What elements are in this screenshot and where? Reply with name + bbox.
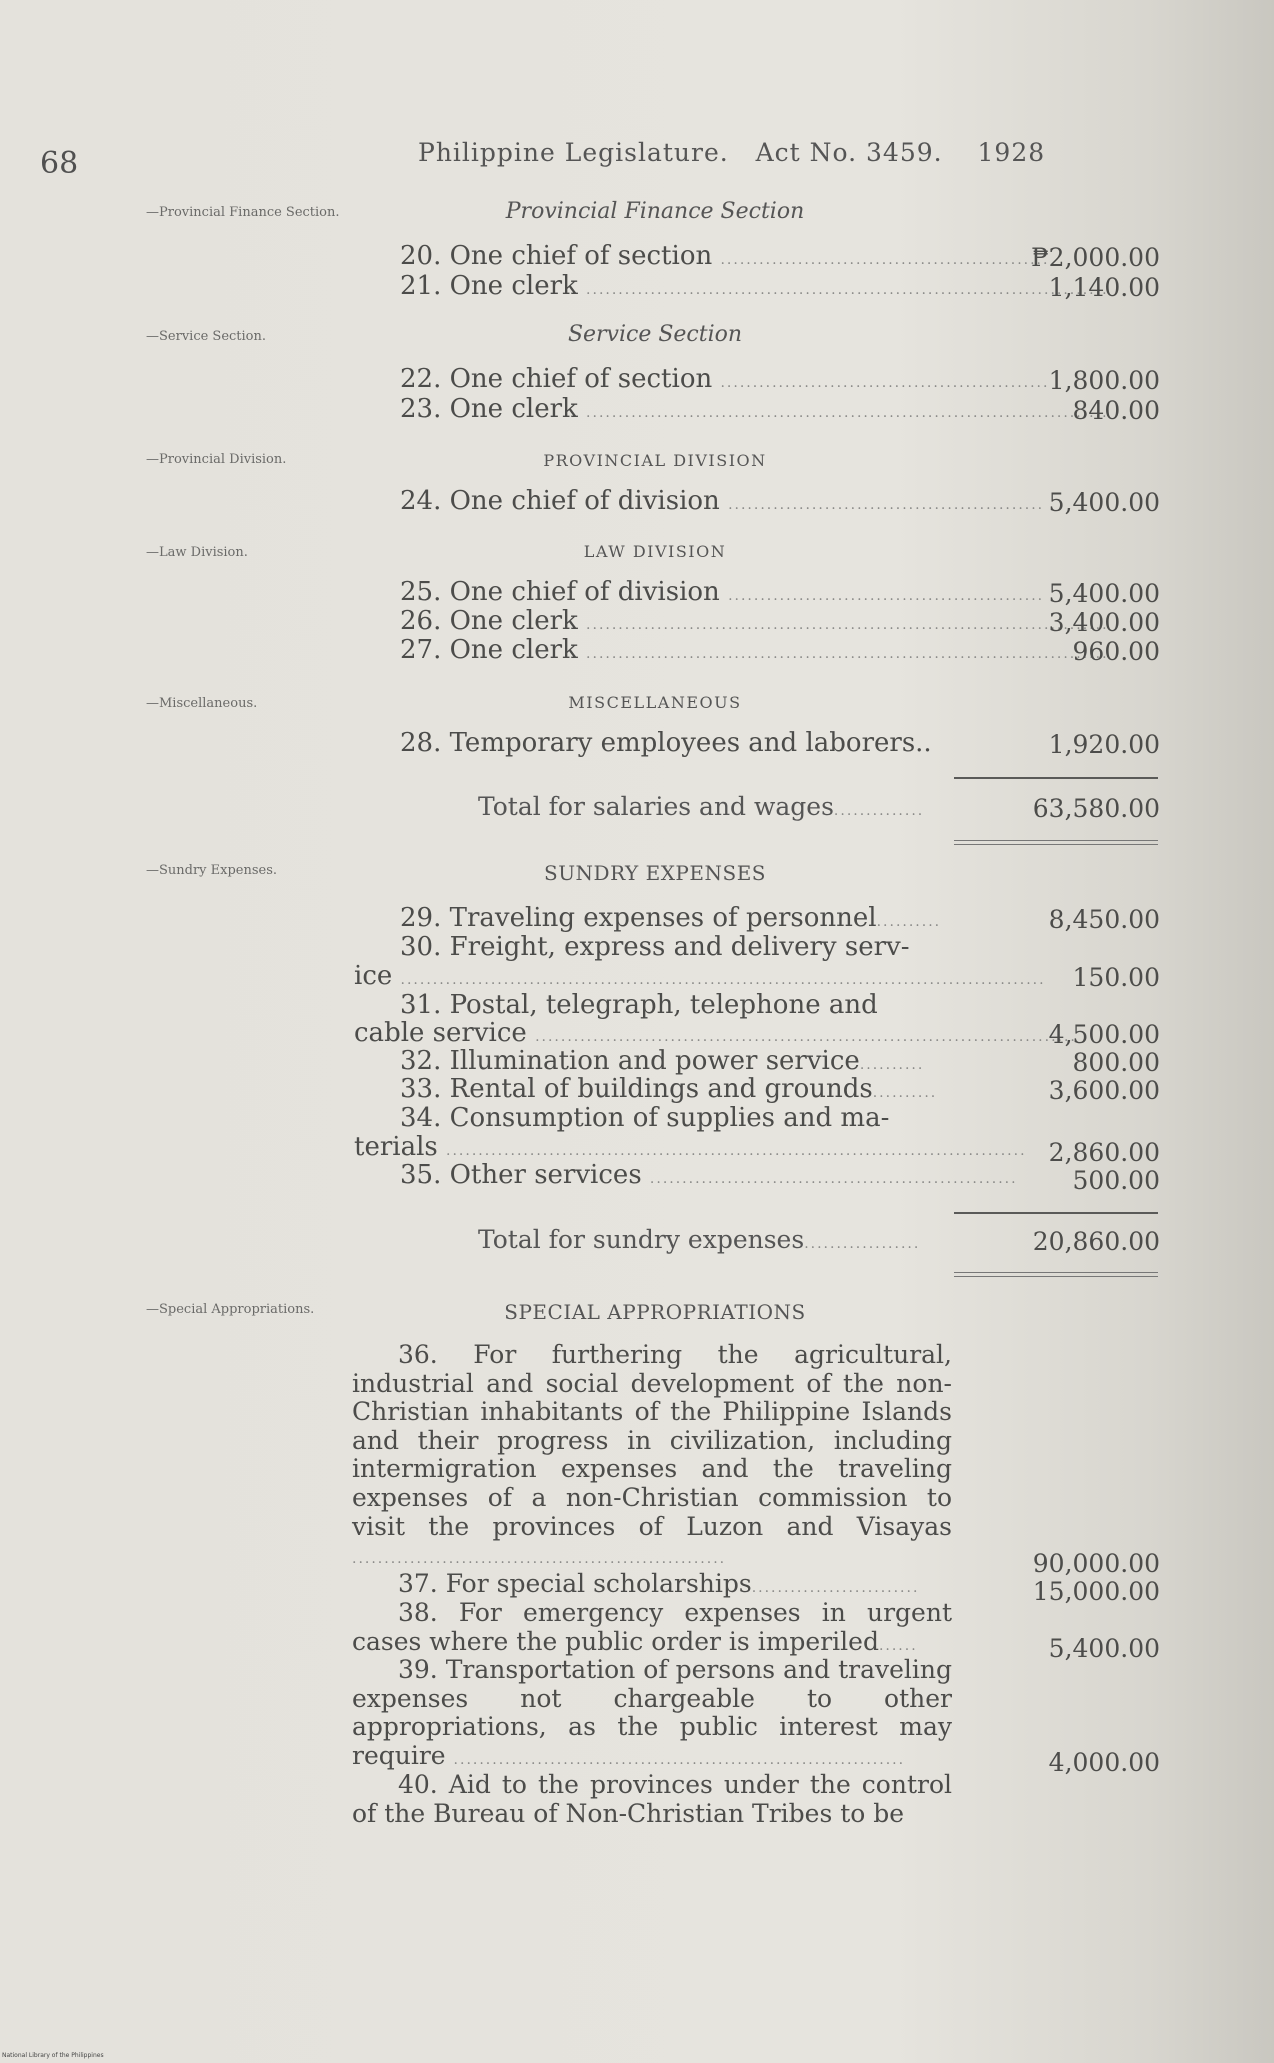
line-item-amount: 800.00 [1072, 1048, 1160, 1077]
paragraph-text: 37. For special scholarships [398, 1569, 752, 1598]
line-item-text: 21. One clerk [400, 271, 578, 301]
paragraph-text: 40. Aid to the provinces under the control of the Bureau of Non-Christian Tribes to be [352, 1770, 952, 1828]
line-item-text: 24. One chief of division [400, 486, 720, 516]
line-item-amount: 3,600.00 [1048, 1076, 1160, 1105]
line-item: 32. Illumination and power service.......... [400, 1046, 925, 1076]
line-item-amount: 15,000.00 [1032, 1577, 1160, 1606]
line-item-text: 32. Illumination and power service [400, 1046, 860, 1076]
line-item-amount: 4,500.00 [1048, 1020, 1160, 1049]
paragraph-36: 36. For furthering the agricultural, industrial and social development of the non-Christian inhabitants of the Philippine Islands and their progress in civilization, including intermigration expenses and the traveling expenses of a non-Christian commission to visit the provinces of Luzon and Visayas .......................................................... [352, 1340, 952, 1568]
line-item-text: ice [354, 961, 393, 991]
total-rule [954, 777, 1158, 779]
line-item-amount: 1,140.00 [1048, 273, 1160, 302]
line-item-text: 29. Traveling expenses of personnel [400, 903, 877, 933]
running-head-title: Philippine Legislature. [418, 138, 729, 167]
line-item-text: 35. Other services [400, 1160, 642, 1190]
total-line: Total for salaries and wages.............. [478, 792, 925, 821]
line-item-amount: 840.00 [1072, 396, 1160, 425]
line-item-amount: 3,400.00 [1048, 608, 1160, 637]
line-item: 30. Freight, express and delivery serv- [400, 932, 910, 962]
line-item-amount: 5,400.00 [1048, 579, 1160, 608]
line-item: 20. One chief of section ................................................... [400, 241, 1050, 271]
line-item: 35. Other services ......................................................... [400, 1160, 1018, 1190]
line-item: 23. One clerk ................................................................................. [400, 394, 1109, 424]
total-line: Total for sundry expenses.................. [478, 1225, 921, 1254]
line-item-amount: 1,800.00 [1048, 366, 1160, 395]
section-heading-provincial-division: PROVINCIAL DIVISION [543, 451, 767, 470]
double-rule [954, 840, 1158, 845]
section-heading-special: SPECIAL APPROPRIATIONS [504, 1300, 806, 1324]
line-item: 27. One clerk ................................................................................. [400, 635, 1109, 665]
line-item-amount: 150.00 [1072, 963, 1160, 992]
section-heading-provincial-finance: Provincial Finance Section [505, 199, 805, 224]
line-item-amount: 960.00 [1072, 637, 1160, 666]
line-item-amount: 500.00 [1072, 1166, 1160, 1195]
line-item: 29. Traveling expenses of personnel.......... [400, 903, 942, 933]
line-item-text: 20. One chief of section [400, 241, 713, 271]
line-item-amount: 5,400.00 [1048, 488, 1160, 517]
line-item: 34. Consumption of supplies and ma- [400, 1103, 890, 1133]
line-item-amount: 4,000.00 [1048, 1748, 1160, 1777]
line-item-text: 22. One chief of section [400, 364, 713, 394]
page-number: 68 [40, 146, 79, 181]
total-label: Total for salaries and wages [478, 792, 834, 821]
total-label: Total for sundry expenses [478, 1225, 805, 1254]
paragraph-38: 38. For emergency expenses in urgent cases where the public order is imperiled...... [352, 1598, 952, 1656]
paragraph-39: 39. Transportation of persons and traveling expenses not chargeable to other appropriations, as the public interest may require ...................................................................... [352, 1655, 952, 1770]
line-item-text: cable service [354, 1018, 527, 1048]
running-head [418, 138, 1045, 167]
line-item-amount: 1,920.00 [1048, 730, 1160, 759]
paragraph-37: 37. For special scholarships.......................... [398, 1569, 920, 1598]
line-item: 22. One chief of section ................................................... [400, 364, 1050, 394]
line-item: terials .......................................................................................... [354, 1132, 1027, 1162]
line-item-text: 27. One clerk [400, 635, 578, 665]
running-head-year: 1928 [977, 138, 1046, 167]
margin-note-miscellaneous: —Miscellaneous. [146, 696, 258, 711]
margin-note-law-division: —Law Division. [146, 545, 248, 560]
margin-note-provincial-division: —Provincial Division. [146, 452, 287, 467]
line-item-amount: 2,860.00 [1048, 1138, 1160, 1167]
line-item-text: 28. Temporary employees and laborers.. [400, 728, 932, 758]
margin-note-service: —Service Section. [146, 329, 267, 344]
line-item [400, 728, 960, 758]
line-item-text: 25. One chief of division [400, 577, 720, 607]
line-item-amount: 5,400.00 [1048, 1634, 1160, 1663]
line-item: ice .................................................................................................... [354, 961, 1046, 991]
total-amount: 63,580.00 [1032, 794, 1160, 823]
line-item-text: 26. One clerk [400, 606, 578, 636]
line-item-amount: ₱2,000.00 [1031, 243, 1160, 272]
running-head-act: Act No. 3459. [755, 138, 943, 167]
total-rule [954, 1212, 1158, 1214]
total-amount: 20,860.00 [1032, 1227, 1160, 1256]
line-item: 24. One chief of division ................................................. [400, 486, 1045, 516]
line-item-amount: 8,450.00 [1048, 905, 1160, 934]
paragraph-text: 38. For emergency expenses in urgent cases where the public order is imperiled [352, 1598, 952, 1656]
section-heading-sundry: SUNDRY EXPENSES [544, 861, 766, 885]
section-heading-law-division: LAW DIVISION [583, 542, 727, 561]
line-item-amount: 90,000.00 [1032, 1549, 1160, 1578]
section-heading-service: Service Section [567, 322, 743, 347]
footer-credit: National Library of the Philippines [2, 2052, 104, 2059]
line-item-text: terials [354, 1132, 438, 1162]
line-item: cable service .................................................................................... [354, 1018, 1077, 1048]
paragraph-text: 36. For furthering the agricultural, industrial and social development of the non-Christian inhabitants of the Philippine Islands and their progress in civilization, including intermigration expenses and the traveling expenses of a non-Christian commission to visit the provinces of Luzon and Visayas [352, 1340, 952, 1541]
paragraph-text: 39. Transportation of persons and traveling expenses not chargeable to other appropriations, as the public interest may require [352, 1655, 952, 1770]
margin-note-sundry: —Sundry Expenses. [146, 863, 278, 878]
line-item: 25. One chief of division ................................................. [400, 577, 1045, 607]
section-heading-miscellaneous: MISCELLANEOUS [568, 693, 742, 712]
line-item: 21. One clerk ................................................................................. [400, 271, 1109, 301]
line-item-text: 23. One clerk [400, 394, 578, 424]
line-item-text: 33. Rental of buildings and grounds [400, 1074, 873, 1104]
double-rule [954, 1272, 1158, 1277]
margin-note-special: —Special Appropriations. [146, 1302, 315, 1317]
line-item: 26. One clerk ................................................................................. [400, 606, 1109, 636]
paragraph-40 [352, 1771, 952, 1828]
line-item: 31. Postal, telegraph, telephone and [400, 990, 878, 1020]
line-item: 33. Rental of buildings and grounds.......... [400, 1074, 938, 1104]
margin-note-provincial-finance: —Provincial Finance Section. [146, 205, 340, 220]
